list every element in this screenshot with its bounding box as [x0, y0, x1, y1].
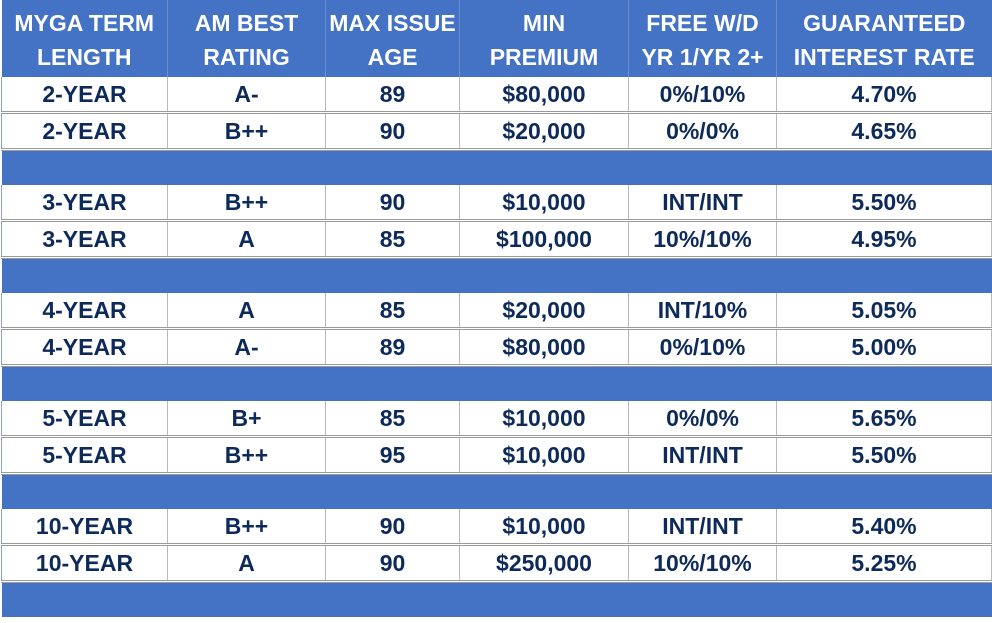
header-line: LENGTH: [36, 44, 132, 70]
rate-cell: 5.50%: [777, 437, 992, 474]
rating-cell: A: [168, 545, 326, 582]
max-age-cell: 90: [326, 113, 460, 150]
max-issue-age-header: [326, 0, 460, 77]
rate-cell: 4.70%: [777, 77, 992, 113]
rating-cell: B++: [168, 185, 326, 221]
header-line: MYGA TERM: [14, 10, 155, 36]
table-row: [2, 545, 992, 582]
free-withdrawal-cell: INT/10%: [629, 293, 777, 329]
header-line: AM BEST: [194, 10, 299, 36]
term-cell: 2-YEAR: [2, 113, 168, 150]
separator-band: [2, 366, 992, 402]
term-cell: 3-YEAR: [2, 185, 168, 221]
group-separator-row: [2, 258, 992, 294]
term-cell: 10-YEAR: [2, 509, 168, 545]
min-premium-cell: $80,000: [460, 77, 629, 113]
term-cell: 10-YEAR: [2, 545, 168, 582]
free-withdrawal-cell: 10%/10%: [629, 221, 777, 258]
term-cell: 5-YEAR: [2, 437, 168, 474]
rate-cell: 5.05%: [777, 293, 992, 329]
table-row: [2, 185, 992, 221]
free-withdrawal-cell: INT/INT: [629, 185, 777, 221]
max-age-cell: 89: [326, 77, 460, 113]
free-withdrawal-cell: INT/INT: [629, 509, 777, 545]
term-cell: 5-YEAR: [2, 401, 168, 437]
header-line: MAX ISSUE: [329, 10, 456, 36]
table-header: [2, 0, 992, 77]
term-cell: 2-YEAR: [2, 77, 168, 113]
rate-cell: 4.65%: [777, 113, 992, 150]
myga-rates-table: [1, 0, 992, 617]
min-premium-cell: $100,000: [460, 221, 629, 258]
rating-cell: A: [168, 293, 326, 329]
header-line: YR 1/YR 2+: [641, 44, 764, 70]
min-premium-cell: $10,000: [460, 437, 629, 474]
free-withdrawal-cell: 0%/0%: [629, 113, 777, 150]
rating-cell: B++: [168, 509, 326, 545]
rate-cell: 5.65%: [777, 401, 992, 437]
max-age-cell: 90: [326, 185, 460, 221]
min-premium-header: [460, 0, 629, 77]
free-withdrawal-cell: 0%/10%: [629, 329, 777, 366]
table-body: [2, 77, 992, 617]
min-premium-cell: $10,000: [460, 185, 629, 221]
free-withdrawal-cell: 0%/10%: [629, 77, 777, 113]
group-separator-row: [2, 474, 992, 510]
table-row: [2, 293, 992, 329]
separator-band: [2, 474, 992, 510]
table-row: [2, 509, 992, 545]
free-withdrawal-cell: INT/INT: [629, 437, 777, 474]
rate-cell: 5.40%: [777, 509, 992, 545]
max-age-cell: 89: [326, 329, 460, 366]
rating-cell: B++: [168, 113, 326, 150]
rating-cell: A: [168, 221, 326, 258]
group-separator-row: [2, 366, 992, 402]
group-separator-row: [2, 582, 992, 618]
header-line: GUARANTEED: [803, 10, 966, 36]
free-withdrawal-cell: 10%/10%: [629, 545, 777, 582]
table-row: [2, 437, 992, 474]
max-age-cell: 85: [326, 401, 460, 437]
guaranteed-rate-header: [777, 0, 992, 77]
rating-cell: B++: [168, 437, 326, 474]
rating-cell: A-: [168, 329, 326, 366]
table-row: [2, 77, 992, 113]
max-age-cell: 90: [326, 509, 460, 545]
min-premium-cell: $20,000: [460, 293, 629, 329]
max-age-cell: 95: [326, 437, 460, 474]
term-cell: 4-YEAR: [2, 329, 168, 366]
separator-band: [2, 258, 992, 294]
min-premium-cell: $10,000: [460, 509, 629, 545]
header-line: INTEREST RATE: [793, 44, 975, 70]
min-premium-cell: $80,000: [460, 329, 629, 366]
rate-cell: 5.50%: [777, 185, 992, 221]
header-row: [2, 0, 992, 77]
header-line: MIN: [522, 10, 566, 36]
table-row: [2, 329, 992, 366]
rating-cell: B+: [168, 401, 326, 437]
header-line: AGE: [367, 44, 418, 70]
term-length-header: [2, 0, 168, 77]
term-cell: 3-YEAR: [2, 221, 168, 258]
header-line: FREE W/D: [646, 10, 759, 36]
table-row: [2, 113, 992, 150]
table-row: [2, 401, 992, 437]
separator-band: [2, 150, 992, 186]
rating-cell: A-: [168, 77, 326, 113]
rate-cell: 5.25%: [777, 545, 992, 582]
group-separator-row: [2, 150, 992, 186]
term-cell: 4-YEAR: [2, 293, 168, 329]
rate-cell: 4.95%: [777, 221, 992, 258]
free-withdrawal-cell: 0%/0%: [629, 401, 777, 437]
min-premium-cell: $20,000: [460, 113, 629, 150]
header-line: RATING: [203, 44, 290, 70]
rate-cell: 5.00%: [777, 329, 992, 366]
max-age-cell: 90: [326, 545, 460, 582]
header-line: PREMIUM: [489, 44, 599, 70]
am-best-rating-header: [168, 0, 326, 77]
table-row: [2, 221, 992, 258]
max-age-cell: 85: [326, 293, 460, 329]
separator-band: [2, 582, 992, 618]
min-premium-cell: $10,000: [460, 401, 629, 437]
free-withdrawal-header: [629, 0, 777, 77]
max-age-cell: 85: [326, 221, 460, 258]
min-premium-cell: $250,000: [460, 545, 629, 582]
